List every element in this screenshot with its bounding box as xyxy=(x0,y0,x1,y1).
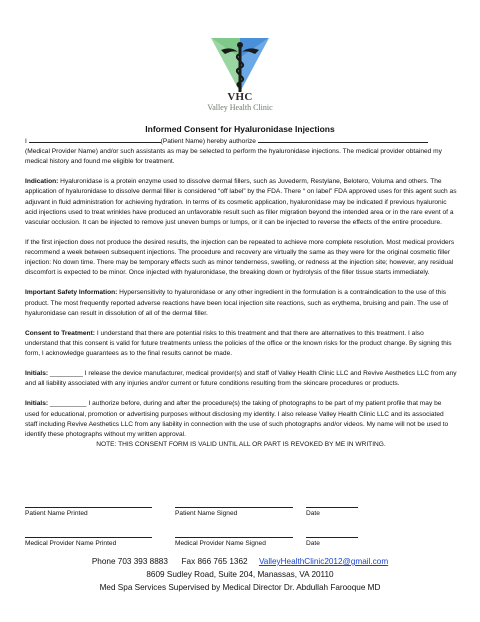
provider-name-blank xyxy=(258,135,428,143)
document-body xyxy=(25,135,457,460)
footer-phone: Phone 703 393 8883 xyxy=(91,557,168,566)
caduceus-logo-icon xyxy=(207,36,273,94)
safety-paragraph xyxy=(25,288,457,318)
initials-heading: Initials: xyxy=(25,400,49,408)
logo-abbreviation: VHC xyxy=(227,91,253,103)
initials-blank: __________ xyxy=(48,400,87,408)
consent-text: I understand that there are potential risks to this treatment and that there are alternatives to this treatment. I also understand that this consent is valid for future treatments unless the policies of the office or the known risks for the product change. By signing this form, I acknowledge guarantees as to the final results cannot be made. xyxy=(25,329,452,357)
indication-heading: Indication: xyxy=(25,178,59,186)
initials-release-paragraph xyxy=(25,369,457,389)
patient-date-field[interactable] xyxy=(306,507,358,517)
initials-heading: Initials: xyxy=(25,370,49,378)
intro-text: (Medical Provider Name) and/or such assistants as may be selected to perform the hyaluronidase injections. The medical provider obtained my medical history and found me eligible for treatment. xyxy=(25,148,442,166)
document-title: Informed Consent for Hyaluronidase Injections xyxy=(145,124,335,134)
footer-fax: Fax 866 765 1362 xyxy=(181,557,248,566)
logo-clinic-name: Valley Health Clinic xyxy=(207,103,273,112)
patient-name-printed-field[interactable] xyxy=(25,507,152,517)
initials-photo-paragraph xyxy=(25,399,457,439)
indication-paragraph xyxy=(25,177,457,227)
signature-label: Patient Name Printed xyxy=(25,510,88,517)
footer-email-link[interactable]: ValleyHealthClinic2012@gmail.com xyxy=(258,557,389,566)
revocation-notice: NOTE: THIS CONSENT FORM IS VALID UNTIL ALL OR PART IS REVOKED BY ME IN WRITING. xyxy=(96,440,386,448)
signature-label: Date xyxy=(306,540,320,547)
signature-label: Patient Name Signed xyxy=(175,510,238,517)
footer-contact-line xyxy=(0,557,480,566)
indication-text: Hyaluronidase is a protein enzyme used to dissolve dermal fillers, such as Juvederm, Restylane, Belotero, Voluma and others. The application of hyaluronidase to dissolve dermal filler is considered “off label” by the FDA. There “ on label” FDA approved uses for this agent such as adjuvant in fluid administration for achieving hydration. In terms of its cosmetic application, hyaluronidase may be indicated if previous hyaluronic acid injections used to treat wrinkles have produced an unfavorable result such as filler migration beyond the intended area or in the rare event of a vascular occlusion. It can be injected to remove just uneven bumps or lumps, or it can be injected to reverse the effects of the entire procedure. xyxy=(25,178,457,226)
release-text: I release the device manufacturer, medical provider(s) and staff of Valley Health Clinic LLC and Revive Aesthetics LLC from any and all liability associated with any injuries and/or current or future conditions resulting from the skincare procedures or products. xyxy=(25,370,457,388)
provider-name-signed-field[interactable] xyxy=(175,537,293,547)
patient-name-label: (Patient Name) hereby authorize xyxy=(160,138,258,145)
photo-consent-text: I authorize before, during and after the procedure(s) the taking of photographs to be part of my patient profile that may be used for educational, promotion or advertising purposes without disclosing my identity. I also release Valley Health Clinic LLC and its associated staff including Revive Aesthetics LLC from any liability in connection with the use of such photographs and/or videos. My name will not be used to identify these photographs without my written approval. xyxy=(25,400,449,438)
safety-heading: Important Safety Information: xyxy=(25,289,118,297)
provider-date-field[interactable] xyxy=(306,537,358,547)
intro-prefix: I xyxy=(25,138,29,145)
intro-paragraph xyxy=(25,135,457,167)
patient-name-blank xyxy=(29,135,161,143)
signature-label: Medical Provider Name Signed xyxy=(175,540,266,547)
consent-heading: Consent to Treatment: xyxy=(25,329,95,337)
footer-address: 8609 Sudley Road, Suite 204, Manassas, VA 20110 xyxy=(146,570,334,579)
initials-blank: _________ xyxy=(48,370,83,378)
patient-name-signed-field[interactable] xyxy=(175,507,293,517)
consent-paragraph xyxy=(25,329,457,359)
safety-text: Hypersensitivity to hyaluronidase or any other ingredient in the formulation is a contraindication to the use of this product. The most frequently reported adverse reactions have been local injection site reactions, such as erythema, bruising and pain. The use of hyaluronidase can result in dissolution of all of the dermal filler. xyxy=(25,289,449,317)
signature-label: Date xyxy=(306,510,320,517)
footer-supervision: Med Spa Services Supervised by Medical Director Dr. Abdullah Farooque MD xyxy=(99,583,381,592)
provider-name-printed-field[interactable] xyxy=(25,537,152,547)
followup-paragraph: If the first injection does not produce the desired results, the injection can be repeated to achieve more complete resolution. Most medical providers recommend a week between subsequent injections. The procedure and recovery are virtually the same as they were for the original cosmetic filler injection: No down time. There may be temporary effects such as minor tenderness, swelling, or redness at the injection site; however, any residual discomfort is expected to be minor. Once injected with hyaluronidase, the breaking down or hydrolysis of the filler tissue starts immediately. xyxy=(25,238,455,277)
signature-label: Medical Provider Name Printed xyxy=(25,540,117,547)
